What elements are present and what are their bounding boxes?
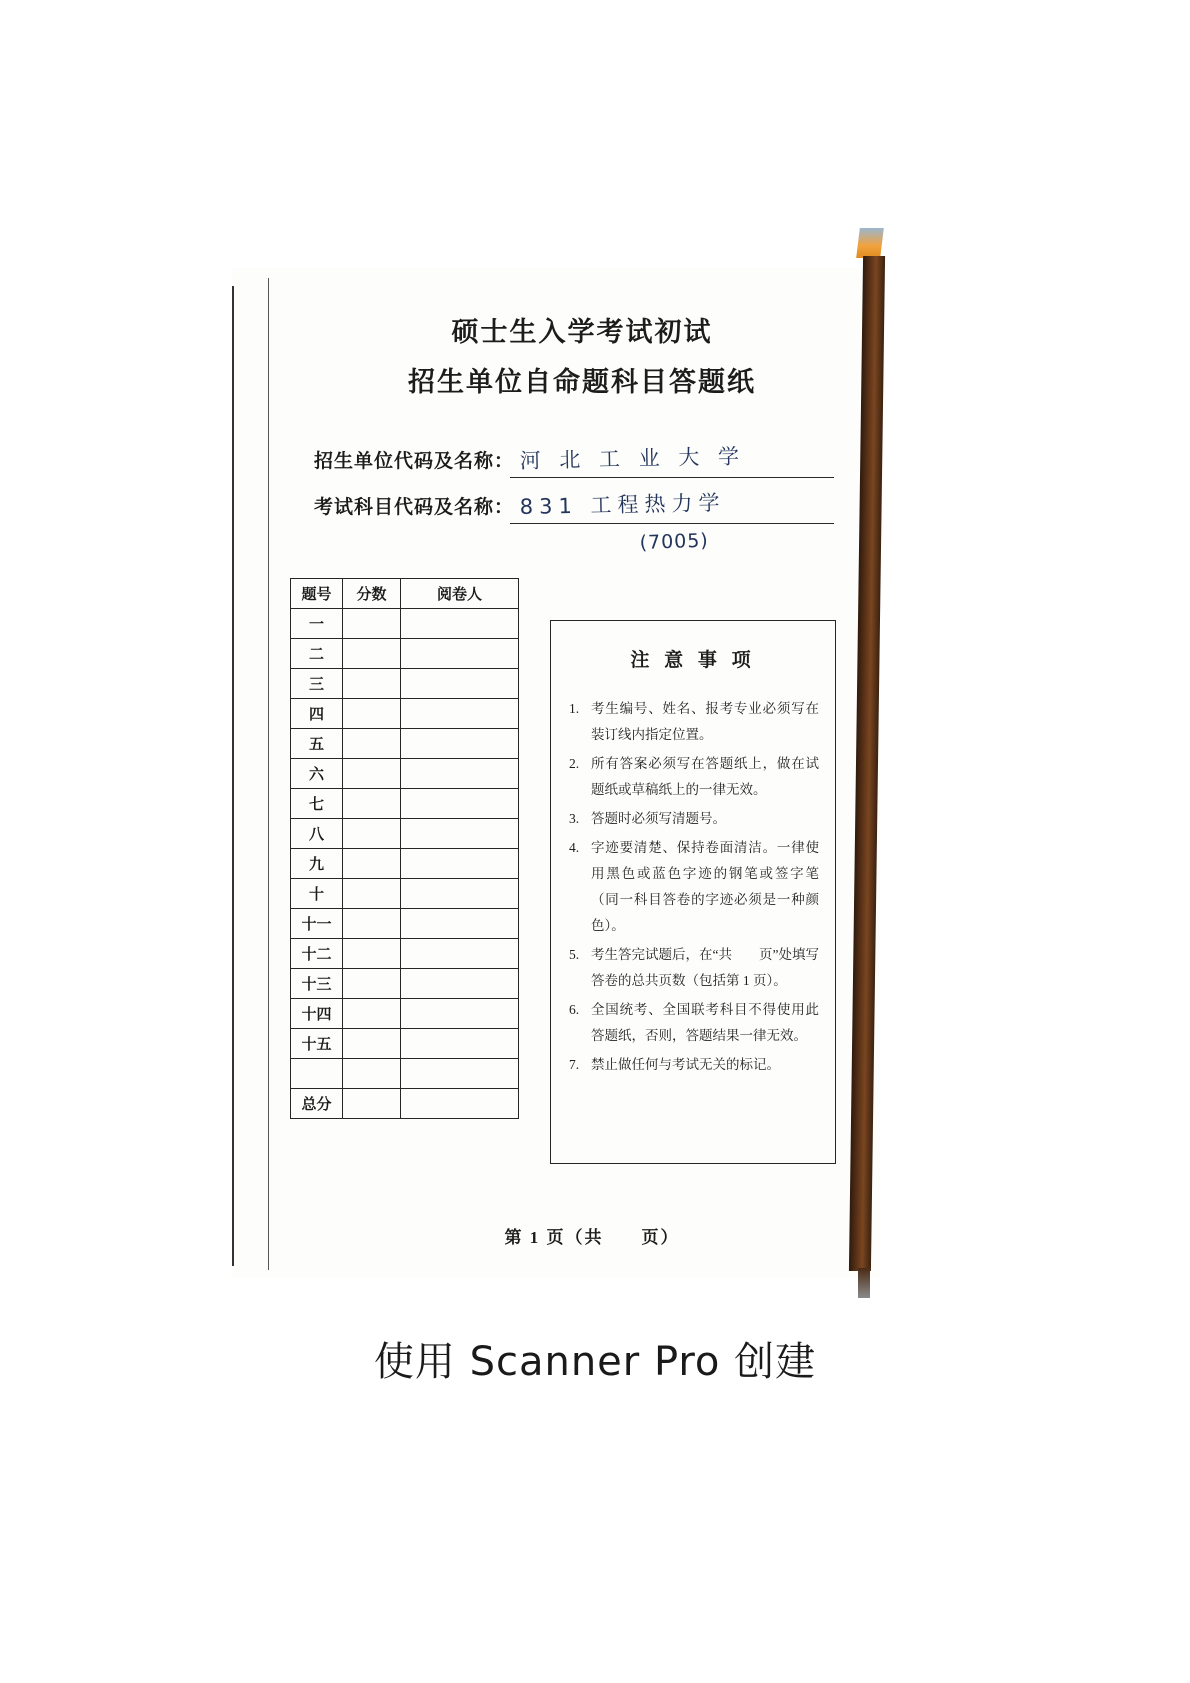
score-table-score-cell [343, 849, 401, 879]
score-table-score-cell [343, 909, 401, 939]
score-table-grader-cell [401, 699, 519, 729]
score-table-grader-cell [401, 609, 519, 639]
notice-item-text: 所有答案必须写在答题纸上，做在试题纸或草稿纸上的一律无效。 [591, 756, 819, 797]
notice-item-number: 4. [569, 840, 580, 855]
field-exam-subject-value-second-line: (7005) [639, 529, 710, 554]
notice-item-number: 5. [569, 947, 580, 962]
score-table-row-label: 五 [291, 729, 343, 759]
table-row [291, 999, 519, 1029]
score-table-grader-cell [401, 819, 519, 849]
field-exam-subject-value: 831 工程热力学 [519, 490, 726, 520]
score-table-score-cell [343, 789, 401, 819]
score-table-header-grader: 阅卷人 [401, 579, 519, 609]
table-header-row [291, 579, 519, 609]
scanner-watermark: 使用 Scanner Pro 创建 [373, 1339, 817, 1385]
scan-edge-highlight [856, 228, 884, 258]
score-table-row-label: 十四 [291, 999, 343, 1029]
notice-box [550, 620, 836, 1164]
field-admission-unit-rule [510, 477, 834, 479]
score-table-header-score: 分数 [343, 579, 401, 609]
list-item [569, 997, 819, 1049]
score-table-row-label: 十二 [291, 939, 343, 969]
notice-title: 注 意 事 项 [630, 650, 756, 671]
document-title-line-2: 招生单位自命题科目答题纸 [408, 367, 756, 397]
score-table-score-cell [343, 969, 401, 999]
notice-item-number: 2. [569, 756, 580, 771]
table-row-total [291, 1089, 519, 1119]
score-table-grader-cell [401, 879, 519, 909]
score-table-score-cell [343, 729, 401, 759]
score-table-row-label: 九 [291, 849, 343, 879]
notice-item-number: 6. [569, 1002, 580, 1017]
document-title-line-1: 硕士生入学考试初试 [451, 317, 713, 347]
notice-item-number: 3. [569, 811, 580, 826]
score-table-score-cell-total [343, 1089, 401, 1119]
score-table-grader-cell [401, 789, 519, 819]
list-item [569, 806, 819, 832]
score-table-grader-cell [401, 999, 519, 1029]
notice-item-number: 1. [569, 701, 580, 716]
notice-item-text: 答题时必须写清题号。 [591, 811, 726, 826]
score-table-row-label: 八 [291, 819, 343, 849]
score-table-grader-cell [401, 1059, 519, 1089]
score-table-row-label: 十三 [291, 969, 343, 999]
table-row [291, 849, 519, 879]
notice-item-text: 全国统考、全国联考科目不得使用此答题纸，否则，答题结果一律无效。 [591, 1002, 819, 1043]
score-table-grader-cell [401, 939, 519, 969]
score-table-grader-cell-total [401, 1089, 519, 1119]
table-row [291, 969, 519, 999]
score-table-score-cell [343, 759, 401, 789]
table-row [291, 909, 519, 939]
table-row [291, 759, 519, 789]
notice-item-number: 7. [569, 1057, 580, 1072]
score-table-row-label: 十五 [291, 1029, 343, 1059]
score-table [290, 578, 519, 1119]
score-table-score-cell [343, 879, 401, 909]
scan-edge-artifact [852, 228, 882, 1298]
score-table-row-label: 二 [291, 639, 343, 669]
score-table-grader-cell [401, 969, 519, 999]
score-table-row-label: 十一 [291, 909, 343, 939]
table-row [291, 1059, 519, 1089]
scan-edge-body [849, 256, 885, 1271]
table-row [291, 1029, 519, 1059]
score-table-row-label: 一 [291, 609, 343, 639]
field-admission-unit-value: 河 北 工 业 大 学 [519, 444, 746, 474]
field-exam-subject-rule [510, 523, 834, 525]
scan-edge-tail [858, 1268, 870, 1298]
list-item [569, 942, 819, 994]
notice-item-text: 考生编号、姓名、报考专业必须写在装订线内指定位置。 [591, 701, 819, 742]
score-table-score-cell [343, 1029, 401, 1059]
score-table-row-label-total: 总分 [291, 1089, 343, 1119]
score-table-score-cell [343, 819, 401, 849]
score-table-score-cell [343, 1059, 401, 1089]
score-table-row-label: 七 [291, 789, 343, 819]
table-row [291, 669, 519, 699]
field-admission-unit-label: 招生单位代码及名称： [314, 451, 515, 472]
table-row [291, 789, 519, 819]
table-row [291, 879, 519, 909]
table-row [291, 939, 519, 969]
table-row [291, 699, 519, 729]
score-table-score-cell [343, 639, 401, 669]
score-table-row-label [291, 1059, 343, 1089]
notice-list [551, 696, 835, 1078]
list-item [569, 1052, 819, 1078]
score-table-grader-cell [401, 669, 519, 699]
table-row [291, 729, 519, 759]
table-row [291, 639, 519, 669]
page-footer-number: 第 1 页（共 页） [504, 1228, 680, 1247]
list-item [569, 751, 819, 803]
table-row [291, 609, 519, 639]
score-table-row-label: 十 [291, 879, 343, 909]
list-item [569, 835, 819, 939]
score-table-row-label: 四 [291, 699, 343, 729]
score-table-grader-cell [401, 729, 519, 759]
field-exam-subject [314, 490, 834, 554]
notice-item-text: 字迹要清楚、保持卷面清洁。一律使用黑色或蓝色字迹的钢笔或签字笔（同一科目答卷的字迹必须是一种颜色）。 [591, 840, 819, 933]
score-table-score-cell [343, 699, 401, 729]
score-table-grader-cell [401, 909, 519, 939]
list-item [569, 696, 819, 748]
score-table-score-cell [343, 999, 401, 1029]
score-table-row-label: 六 [291, 759, 343, 789]
score-table-score-cell [343, 939, 401, 969]
score-table-row-label: 三 [291, 669, 343, 699]
score-table-grader-cell [401, 849, 519, 879]
notice-item-text: 考生答完试题后，在“共 页”处填写答卷的总共页数（包括第 1 页）。 [591, 947, 819, 988]
notice-item-text: 禁止做任何与考试无关的标记。 [591, 1057, 780, 1072]
field-admission-unit [314, 444, 834, 478]
score-table-score-cell [343, 609, 401, 639]
binding-line-inner [268, 278, 269, 1270]
score-table-grader-cell [401, 639, 519, 669]
binding-line-outer [232, 286, 234, 1266]
score-table-grader-cell [401, 1029, 519, 1059]
field-exam-subject-label: 考试科目代码及名称： [314, 497, 515, 518]
scanned-document-page [232, 268, 880, 1278]
score-table-header-question: 题号 [291, 579, 343, 609]
score-table-score-cell [343, 669, 401, 699]
score-table-grader-cell [401, 759, 519, 789]
table-row [291, 819, 519, 849]
